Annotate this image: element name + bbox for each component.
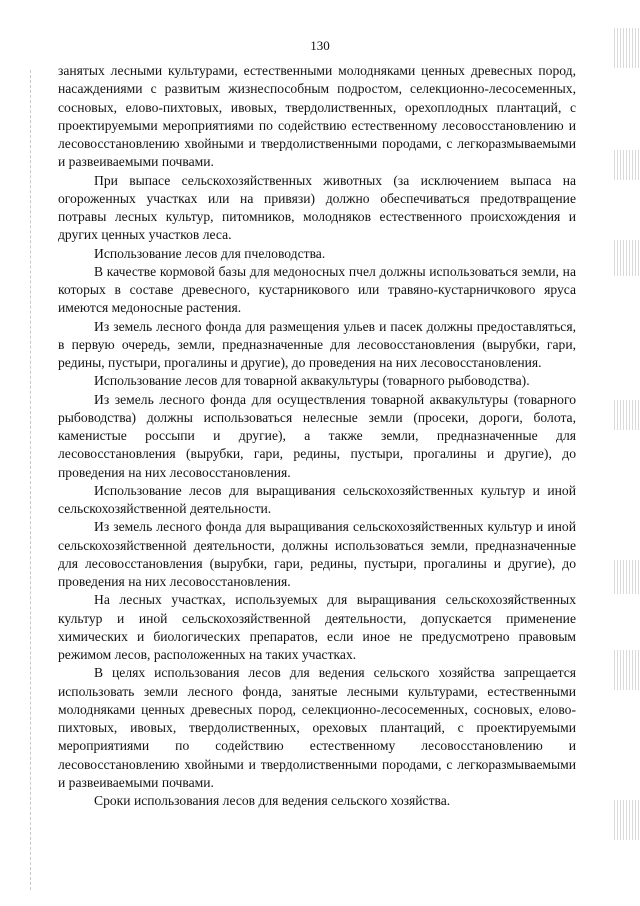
page-number: 130 <box>310 38 330 53</box>
paragraph-chemicals: На лесных участках, используемых для выращивания сельскохозяйственных культур и иной сельскохозяйственной деятельности, допускается применение химических и биологических препаратов, если иное не предусмотрено правовым режимом лесов, расположенных на таких участках. <box>58 592 576 662</box>
paragraph-grazing: При выпасе сельскохозяйственных животных (за исключением выпаса на огороженных участках или на привязи) должно обеспечиваться предотвращение потравы лесных культур, питомников, молодняков естественного происхождения и других ценных участков леса. <box>58 172 576 243</box>
paragraph-hives-placement: Из земель лесного фонда для размещения ульев и пасек должны предоставляться, в первую очередь, земли, предназначенные для лесовосстановления (вырубки, гари, редины, пустыри, прогалины и другие), до проведения на них лесовосстановления. <box>58 318 576 370</box>
scan-edge-noise <box>614 240 640 276</box>
paragraph-aquaculture-lands: Из земель лесного фонда для осуществления товарной аквакультуры (товарного рыбоводства) должны использоваться нелесные земли (просеки, дороги, болота, каменистые россыпи и другие), а также земли, предназначенные для лесовосстановления (вырубки, гари, редины, пустыри, прогалины и другие), до проведения на них лесовосстановления. <box>58 391 576 480</box>
scan-edge-noise <box>614 650 640 690</box>
scan-edge-noise <box>614 150 640 180</box>
paragraph-forage-base: В качестве кормовой базы для медоносных пчел должны использоваться земли, на которых в составе древесного, кустарникового или травяно-кустарничкового яруса имеются медоносные растения. <box>58 263 576 316</box>
document-body <box>58 62 576 810</box>
section-heading-terms: Сроки использования лесов для ведения сельского хозяйства. <box>94 793 451 808</box>
scan-edge-noise <box>614 400 640 430</box>
paragraph-prohibition: В целях использования лесов для ведения сельского хозяйства запрещается использовать земли лесного фонда, занятые лесными культурами, естественными молодняками ценных древесных пород, селекционно-лесосеменных, сосновых, елово-пихтовых, ивовых, твердолиственных, ореховых плантаций, с проектируемыми мероприятиями по содействию естественному лесовосстановлению и лесовосстановлению хвойными и твердолиственными породами, с легкоразмываемыми и развеиваемыми почвами. <box>58 665 576 790</box>
scan-edge-noise <box>614 560 640 594</box>
paragraph-agriculture-lands: Из земель лесного фонда для выращивания сельскохозяйственных культур и иной сельскохозяйственной деятельности, должны использоваться земли, предназначенные для лесовосстановления (вырубки, гари, редины, пустыри, прогалины и другие), до проведения на них лесовосстановления. <box>58 519 576 589</box>
section-heading-aquaculture: Использование лесов для товарной аквакультуры (товарного рыбоводства). <box>94 373 530 389</box>
section-heading-beekeeping: Использование лесов для пчеловодства. <box>94 245 326 261</box>
scan-margin-line <box>30 70 32 890</box>
scan-edge-noise <box>614 800 640 840</box>
paragraph-continuation: занятых лесными культурами, естественными молодняками ценных древесных пород, насаждениями с развитым жизнеспособным подростом, селекционно-лесосеменных, сосновых, елово-пихтовых, ивовых, твердолиственных, орехоплодных плантаций, с проектируемыми мероприятиями по содействию естественному лесовосстановлению и лесовосстановлению хвойными и твердолиственными породами, с легкоразмываемыми и развеиваемыми почвами. <box>58 63 576 170</box>
section-heading-agriculture: Использование лесов для выращивания сельскохозяйственных культур и иной сельскохозяйственной деятельности. <box>58 482 576 516</box>
